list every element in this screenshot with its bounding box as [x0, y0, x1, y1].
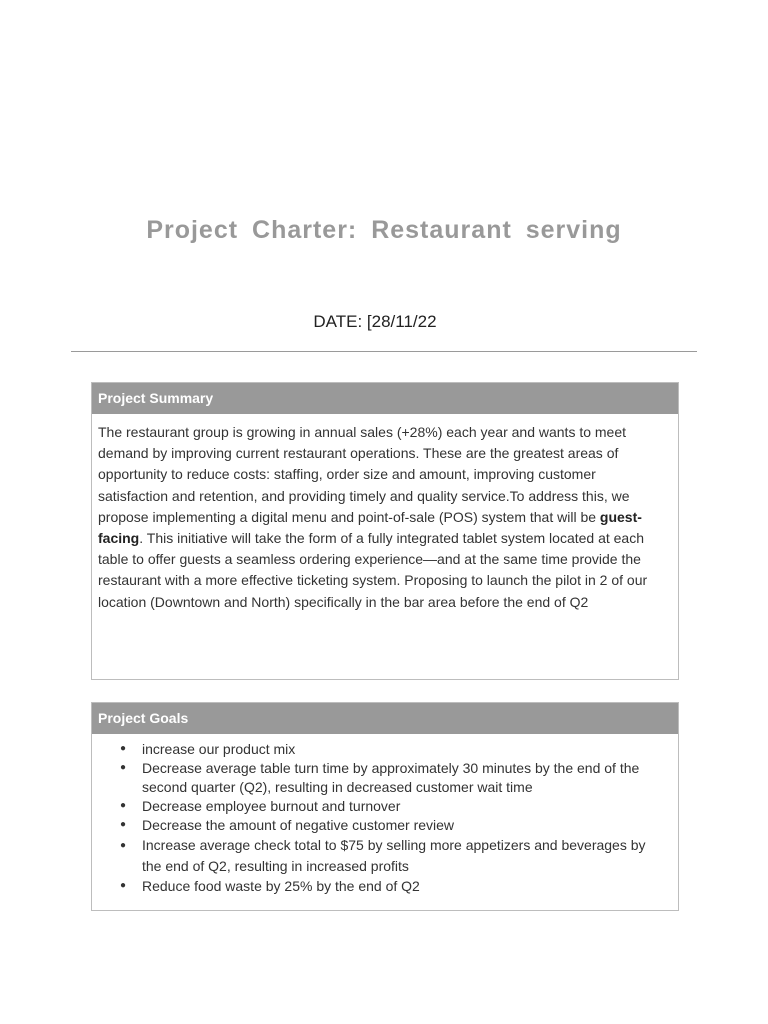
project-goals-list	[92, 734, 678, 896]
bullet-icon: ●	[120, 839, 127, 851]
goal-text: Decrease the amount of negative customer review	[142, 816, 455, 833]
project-summary-heading: Project Summary	[92, 383, 678, 414]
bullet-icon: ●	[120, 743, 127, 754]
project-summary-section	[91, 382, 679, 680]
list-item	[92, 759, 668, 796]
list-item	[92, 797, 668, 816]
summary-bold-term: guest-facing	[98, 508, 642, 547]
divider	[71, 351, 697, 352]
project-goals-section	[91, 702, 679, 911]
list-item	[92, 816, 668, 835]
goal-text: Decrease average table turn time by approximately 30 minutes by the end of the second quarter (Q2), resulting in decreased customer wait time	[142, 760, 640, 795]
list-item	[92, 740, 668, 759]
summary-text-part-1: The restaurant group is growing in annual sales (+28%) each year and wants to meet demand by improving current restaurant operations. These are the greatest areas of opportunity to reduce costs: staffing, order size and amount, improving customer satisfaction and retention, and providing timely and quality service.To address this, we propose implementing a digital menu and point-of-sale (POS) system that will be	[98, 424, 630, 525]
project-summary-text	[92, 414, 678, 613]
list-item	[92, 835, 668, 877]
bullet-icon: ●	[120, 880, 127, 891]
goal-text: Increase average check total to $75 by selling more appetizers and beverages by the end of Q2, resulting in increased profits	[142, 836, 646, 874]
summary-text-part-2: . This initiative will take the form of a fully integrated tablet system located at each table to offer guests a seamless ordering experience—and at the same time provide the restaurant with a more effective ticketing system. Proposing to launch the pilot in 2 of our location (Downtown and North) specifically in the bar area before the end of Q2	[98, 530, 648, 610]
bullet-icon: ●	[120, 799, 127, 811]
bullet-icon: ●	[120, 818, 127, 830]
bullet-icon: ●	[120, 762, 127, 773]
document-date: DATE: [28/11/22	[313, 312, 437, 331]
document-title: Project Charter: Restaurant serving	[146, 216, 622, 244]
project-goals-heading: Project Goals	[92, 703, 678, 734]
goal-text: increase our product mix	[142, 741, 296, 757]
goal-text: Decrease employee burnout and turnover	[142, 797, 401, 814]
list-item	[92, 877, 668, 896]
goal-text: Reduce food waste by 25% by the end of Q2	[142, 878, 420, 894]
